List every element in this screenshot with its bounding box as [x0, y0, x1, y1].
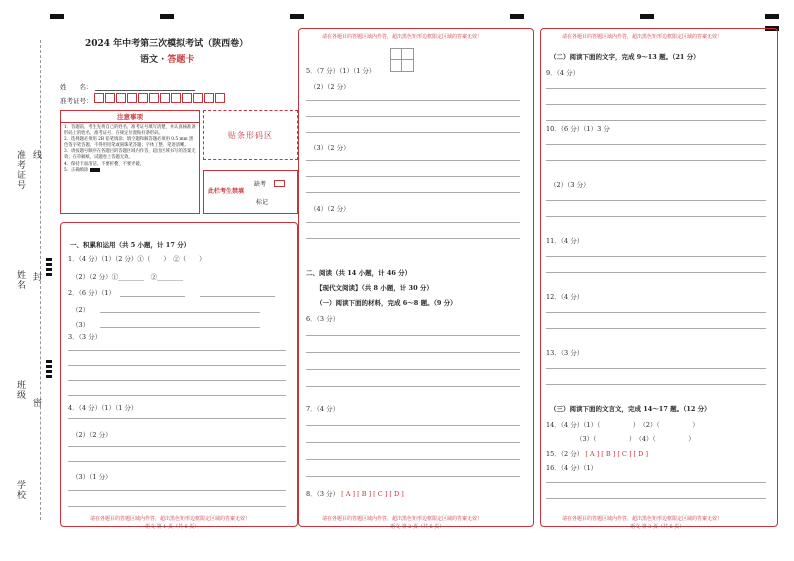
answer-line[interactable] [100, 312, 260, 313]
page-footer: 语文 第 3 页（共 6 页） [630, 524, 685, 530]
alignment-mark [640, 14, 654, 19]
question-14: 14．（4 分）（1）（ ） （2）（ ） [546, 421, 699, 429]
answer-line[interactable] [68, 446, 286, 447]
alignment-mark [50, 14, 64, 19]
page-footer: 语文 第 2 页（共 6 页） [390, 524, 445, 530]
subsection-title: 【现代文阅读】（共 8 小题，计 30 分） [316, 284, 433, 292]
notice-item: 4．保持卡面清洁，不要折叠、不要弄破。 [64, 161, 145, 167]
answer-line[interactable] [546, 368, 766, 369]
question-12: 12．（4 分） [546, 293, 584, 301]
side-label-id: 准考证号 [15, 150, 25, 190]
answer-line[interactable] [306, 238, 520, 239]
answer-line[interactable] [68, 418, 286, 419]
mark-label: 标记 [256, 199, 269, 206]
answer-line[interactable] [200, 296, 275, 297]
id-field[interactable] [94, 93, 226, 105]
warning-text: 请在各题目的答题区域内作答，超出黑色矩形边框限定区域的答案无效！ [322, 516, 483, 522]
question-10-2: （2）（3 分） [550, 181, 590, 189]
page-footer: 语文 第 1 页（共 6 页） [145, 524, 200, 530]
warning-text: 请在各题目的答题区域内作答，超出黑色矩形边框限定区域的答案无效！ [322, 34, 483, 40]
answer-line[interactable] [546, 144, 766, 145]
page-title: 2024 年中考第三次模拟考试（陕西卷） [85, 39, 249, 49]
absent-checkbox[interactable] [274, 180, 285, 187]
page-subtitle: 语文 · 答题卡 [140, 55, 195, 65]
answer-line[interactable] [546, 482, 766, 483]
notice-item: 5．正确填涂 [64, 168, 196, 174]
answer-line[interactable] [546, 104, 766, 105]
question-14-2: （3）（ ） （4）（ ） [576, 435, 695, 443]
answer-line[interactable] [546, 120, 766, 121]
answer-line[interactable] [546, 216, 766, 217]
answer-line[interactable] [546, 498, 766, 499]
answer-line[interactable] [546, 88, 766, 89]
subsection-title: （二）阅读下面的文字，完成 9～13 题。（21 分） [550, 53, 700, 61]
timing-marks [46, 258, 52, 278]
answer-line[interactable] [306, 369, 520, 370]
choice-options[interactable]: [ A ] [ B ] [ C ] [ D ] [585, 450, 648, 458]
question-4-2: （2）（2 分） [72, 431, 112, 439]
side-label-dense: 密 [31, 398, 41, 408]
score-grid [390, 48, 414, 72]
answer-line[interactable] [306, 442, 520, 443]
question-13: 13．（3 分） [546, 349, 584, 357]
alignment-mark [290, 14, 304, 19]
answer-line[interactable] [306, 335, 520, 336]
answer-line[interactable] [306, 222, 520, 223]
answer-line[interactable] [68, 365, 286, 366]
answer-line[interactable] [68, 506, 286, 507]
question-8: 8．（3 分） [ A ] [ B ] [ C ] [ D ] [306, 490, 404, 498]
answer-area-col2 [298, 28, 534, 527]
question-10: 10．（6 分）（1）3 分 [546, 125, 610, 133]
answer-line[interactable] [546, 160, 766, 161]
answer-line[interactable] [306, 476, 520, 477]
question-2-2: （2） [72, 306, 90, 314]
question-5: 5．（7 分）（1）（1 分） [306, 67, 376, 75]
choice-options[interactable]: [ A ] [ B ] [ C ] [ D ] [341, 490, 404, 498]
notice-box [60, 110, 200, 214]
question-2: 2．（6 分）（1） [68, 289, 115, 297]
name-label: 姓 名： [60, 83, 93, 91]
absent-label: 缺考 [254, 181, 267, 188]
side-label-line: 线 [31, 150, 41, 160]
answer-line[interactable] [546, 200, 766, 201]
warning-text: 请在各题目的答题区域内作答，超出黑色矩形边框限定区域的答案无效！ [90, 516, 251, 522]
side-label-class: 班级 [15, 380, 25, 400]
answer-line[interactable] [306, 386, 520, 387]
side-label-name: 姓名 [15, 270, 25, 290]
side-label-seal: 封 [31, 272, 41, 282]
absent-box [203, 170, 298, 214]
question-16: 16．（4 分）（1） [546, 464, 598, 472]
answer-line[interactable] [306, 352, 520, 353]
answer-line[interactable] [68, 490, 286, 491]
answer-line[interactable] [546, 312, 766, 313]
timing-marks [46, 360, 52, 380]
section-title: 一、积累和运用（共 5 小题，计 17 分） [70, 241, 191, 249]
answer-line[interactable] [68, 395, 286, 396]
alignment-mark [765, 14, 779, 19]
answer-line[interactable] [546, 384, 766, 385]
warning-text: 请在各题目的答题区域内作答，超出黑色矩形边框限定区域的答案无效！ [562, 34, 723, 40]
name-field[interactable] [95, 90, 195, 91]
answer-line[interactable] [546, 328, 766, 329]
subsection-title: （一）阅读下面的材料，完成 6～8 题。（9 分） [316, 299, 457, 307]
question-4: 4．（4 分）（1）（1 分） [68, 404, 138, 412]
question-5-2: （2）（2 分） [310, 83, 350, 91]
answer-line[interactable] [68, 350, 286, 351]
answer-line[interactable] [306, 192, 520, 193]
answer-line[interactable] [306, 176, 520, 177]
notice-item: 3．请按题号顺序在各题目的答题区域内作答，超出区域书写的答案无效；在草稿纸、试题卷上答题无效。 [64, 149, 196, 161]
filled-sample-icon [90, 168, 100, 172]
answer-line[interactable] [68, 380, 286, 381]
subsection-title: （三）阅读下面的文言文，完成 14～17 题。（12 分） [550, 405, 711, 413]
question-2-3: （3） [72, 321, 90, 329]
question-4-3: （3）（1 分） [72, 473, 112, 481]
answer-line[interactable] [546, 272, 766, 273]
section-title: 二、阅读（共 14 小题，计 46 分） [306, 269, 412, 277]
question-15: 15．（2 分） [ A ] [ B ] [ C ] [ D ] [546, 450, 648, 458]
alignment-mark [510, 14, 524, 19]
answer-line[interactable] [68, 461, 286, 462]
answer-line[interactable] [306, 132, 520, 133]
notice-item: 2．选择题必须用 2B 铅笔填涂；填空题和解答题必须用 0.5 mm 黑色签字笔答题，不得用铅笔或圆珠笔答题；字体工整、笔迹清晰。 [64, 137, 194, 149]
barcode-area: 贴条形码区 [203, 110, 298, 160]
alignment-mark [160, 14, 174, 19]
answer-line[interactable] [306, 459, 520, 460]
answer-area-col1 [60, 222, 298, 527]
answer-line[interactable] [306, 160, 520, 161]
id-label: 准考证号： [60, 97, 93, 105]
forbidden-label: 此栏考生禁填 [208, 188, 245, 195]
answer-line[interactable] [306, 100, 520, 101]
side-label-school: 学校 [15, 480, 25, 500]
question-5-4: （4）（2 分） [310, 205, 350, 213]
warning-text: 请在各题目的答题区域内作答，超出黑色矩形边框限定区域的答案无效！ [562, 516, 723, 522]
question-7: 7．（4 分） [306, 405, 340, 413]
answer-line[interactable] [120, 296, 185, 297]
answer-line[interactable] [306, 425, 520, 426]
notice-title: 注意事项 [61, 111, 199, 123]
question-3: 3．（3 分） [68, 333, 102, 341]
answer-line[interactable] [306, 116, 520, 117]
question-9: 9．（4 分） [546, 69, 580, 77]
answer-line[interactable] [546, 256, 766, 257]
question-1: 1．（4 分）（1）（2 分）①（ ） ②（ ） [68, 255, 206, 263]
question-6: 6．（3 分） [306, 315, 340, 323]
question-11: 11．（4 分） [546, 237, 584, 245]
answer-line[interactable] [100, 327, 260, 328]
notice-item: 1．答题前，考生先将自己的姓名，准考证号填写清楚，并认真核准条形码上的姓名、准考证号，在规定位置贴好条形码。 [64, 125, 196, 137]
question-1-2: （2）（2 分）①________ ②________ [72, 273, 184, 281]
question-5-3: （3）（2 分） [310, 144, 350, 152]
